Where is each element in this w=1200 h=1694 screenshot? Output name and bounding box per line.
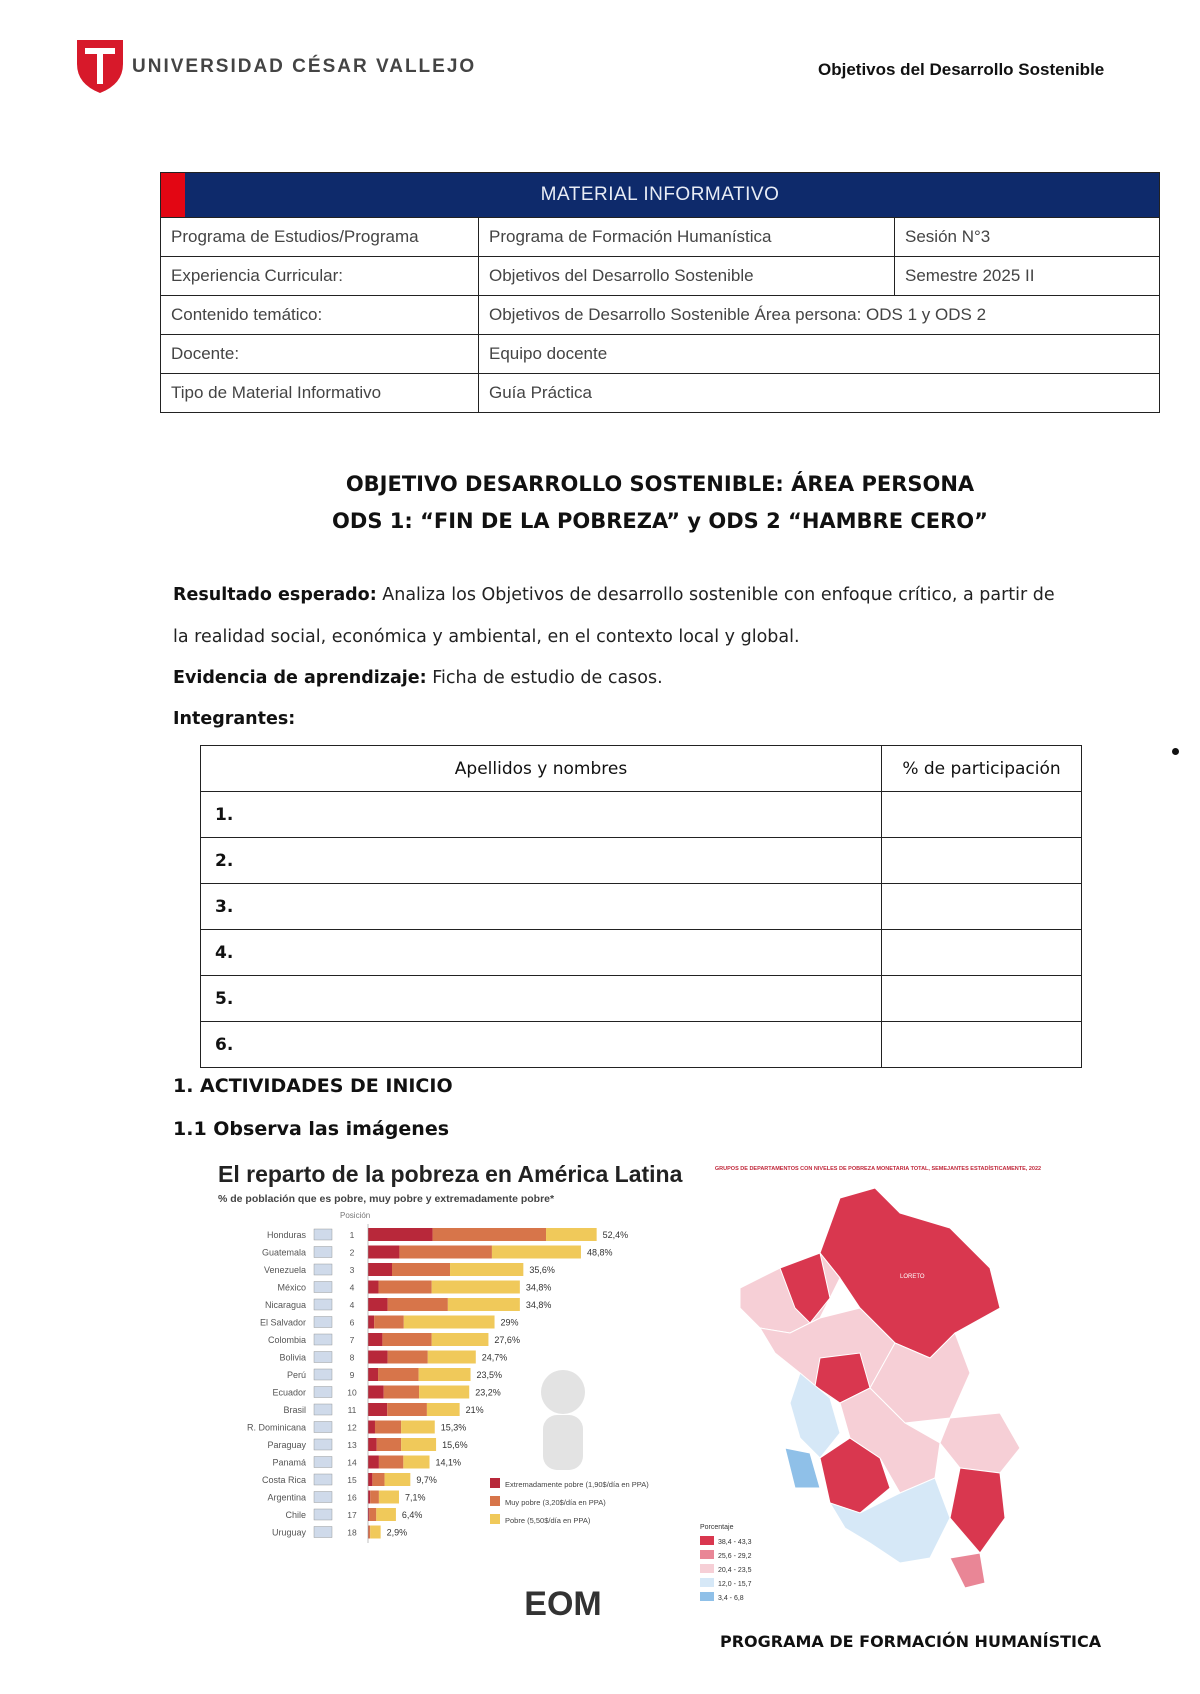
- chart-subtitle: % de población que es pobre, muy pobre y extremadamente pobre*: [218, 1193, 555, 1205]
- bar-segment: [419, 1386, 469, 1399]
- position-number: 10: [347, 1387, 357, 1398]
- map-region-madre-de-dios: [940, 1413, 1020, 1473]
- map-legend-label: 38,4 - 43,3: [718, 1539, 752, 1546]
- bar-segment: [368, 1351, 388, 1364]
- legend-label: Extremadamente pobre (1,90$/día en PPA): [505, 1480, 649, 1489]
- info-label: Programa de Estudios/Programa: [161, 218, 479, 257]
- map-legend-label: 20,4 - 23,5: [718, 1567, 752, 1574]
- info-value: Objetivos de Desarrollo Sostenible Área persona: ODS 1 y ODS 2: [479, 296, 1160, 335]
- position-number: 3: [349, 1265, 355, 1275]
- flag-icon: [314, 1422, 332, 1433]
- integrantes-label: Integrantes:: [173, 709, 296, 729]
- resultado-label: Resultado esperado:: [173, 585, 377, 605]
- flag-icon: [314, 1369, 332, 1380]
- participation-cell[interactable]: [882, 930, 1082, 976]
- info-label: Tipo de Material Informativo: [161, 374, 479, 413]
- map-legend-label: 25,6 - 29,2: [718, 1553, 752, 1560]
- position-number: 15: [347, 1475, 357, 1485]
- legend-swatch: [490, 1514, 500, 1524]
- bar-segment: [492, 1246, 581, 1259]
- bar-segment: [370, 1526, 380, 1539]
- bar-segment: [368, 1298, 388, 1311]
- map-legend-label: 12,0 - 15,7: [718, 1581, 752, 1588]
- country-label: Colombia: [267, 1335, 306, 1345]
- info-row: [161, 218, 1160, 257]
- bar-segment: [372, 1473, 384, 1486]
- banner-accent: [161, 173, 185, 217]
- flag-icon: [314, 1492, 332, 1503]
- info-row: [161, 257, 1160, 296]
- bar-segment: [403, 1456, 429, 1469]
- bar-segment: [368, 1403, 387, 1416]
- data-label: 15,3%: [440, 1422, 467, 1433]
- map-legend-swatch: [700, 1578, 714, 1587]
- data-label: 21%: [465, 1405, 484, 1415]
- resultado-line-1: [173, 585, 1055, 605]
- info-label: Docente:: [161, 335, 479, 374]
- data-label: 34,8%: [525, 1282, 552, 1293]
- bar-segment: [375, 1421, 401, 1434]
- map-title: GRUPOS DE DEPARTAMENTOS CON NIVELES DE POBREZA MONETARIA TOTAL, SEMEJANTES ESTADÍSTICAMENTE, 2022: [714, 1166, 1042, 1172]
- country-label: Honduras: [266, 1230, 306, 1240]
- member-name-cell[interactable]: 6.: [201, 1022, 882, 1068]
- info-row: [161, 374, 1160, 413]
- flag-icon: [314, 1352, 332, 1363]
- bar-segment: [368, 1421, 375, 1434]
- bar-segment: [384, 1386, 419, 1399]
- flag-icon: [314, 1387, 332, 1398]
- bar-segment: [368, 1263, 392, 1276]
- data-label: 15,6%: [442, 1440, 468, 1450]
- info-value: Objetivos del Desarrollo Sostenible: [479, 257, 895, 296]
- legend-label: Pobre (5,50$/día en PPA): [505, 1516, 591, 1525]
- bar-segment: [368, 1246, 399, 1259]
- participation-cell[interactable]: [882, 838, 1082, 884]
- flag-icon: [314, 1457, 332, 1468]
- bar-segment: [450, 1263, 523, 1276]
- map-legend: [700, 1524, 752, 1602]
- bar-segment: [368, 1438, 377, 1451]
- position-number: 2: [349, 1247, 355, 1258]
- members-table: [200, 745, 1082, 1068]
- bar-segment: [368, 1526, 370, 1539]
- data-label: 48,8%: [586, 1247, 613, 1258]
- banner-title: MATERIAL INFORMATIVO: [540, 184, 780, 205]
- country-label: Brasil: [283, 1405, 306, 1415]
- evidencia: [173, 668, 663, 688]
- footer: PROGRAMA DE FORMACIÓN HUMANÍSTICA: [720, 1632, 1102, 1651]
- info-extra: Semestre 2025 II: [895, 257, 1160, 296]
- bar-segment: [378, 1368, 419, 1381]
- flag-icon: [314, 1404, 332, 1415]
- data-label: 6,4%: [401, 1510, 423, 1520]
- map-region-tacna: [950, 1553, 985, 1588]
- data-label: 9,7%: [416, 1475, 437, 1485]
- title-line-1: OBJETIVO DESARROLLO SOSTENIBLE: ÁREA PERSONA: [345, 472, 975, 496]
- flag-icon: [314, 1334, 332, 1345]
- position-number: 1: [349, 1230, 355, 1240]
- bar-segment: [379, 1491, 399, 1504]
- position-number: 6: [349, 1317, 355, 1328]
- bar-segment: [377, 1438, 401, 1451]
- resultado-line-2: la realidad social, económica y ambiental, en el contexto local y global.: [173, 627, 800, 647]
- member-name-cell[interactable]: 3.: [201, 884, 882, 930]
- map-region-label: LORETO: [900, 1274, 925, 1280]
- university-name: UNIVERSIDAD CÉSAR VALLEJO: [132, 56, 477, 77]
- position-number: 4: [349, 1300, 355, 1310]
- data-label: 24,7%: [481, 1352, 508, 1363]
- data-label: 23,5%: [476, 1370, 503, 1380]
- map-region-lima: [785, 1448, 820, 1488]
- bar-segment: [427, 1403, 460, 1416]
- resultado-text: Analiza los Objetivos de desarrollo sostenible con enfoque crítico, a partir de: [376, 585, 1055, 605]
- country-label: México: [277, 1282, 306, 1293]
- bar-segment: [370, 1491, 379, 1504]
- country-label: Panamá: [272, 1457, 306, 1468]
- bar-segment: [404, 1316, 495, 1329]
- country-label: Uruguay: [271, 1527, 306, 1538]
- person-figure-icon: [543, 1415, 583, 1470]
- map-legend-swatch: [700, 1550, 714, 1559]
- bar-segment: [433, 1228, 546, 1241]
- info-extra: Sesión N°3: [895, 218, 1160, 257]
- position-number: 9: [349, 1370, 355, 1380]
- legend-label: Muy pobre (3,20$/día en PPA): [505, 1498, 606, 1507]
- country-label: El Salvador: [259, 1317, 306, 1328]
- info-label: Experiencia Curricular:: [161, 257, 479, 296]
- bar-segment: [419, 1368, 471, 1381]
- flag-icon: [314, 1527, 332, 1538]
- position-number: 13: [347, 1440, 357, 1450]
- evidencia-label: Evidencia de aprendizaje:: [173, 668, 427, 688]
- section-heading-1-1: 1.1 Observa las imágenes: [173, 1118, 450, 1140]
- position-number: 12: [347, 1422, 357, 1433]
- bar-segment: [368, 1281, 378, 1294]
- country-label: Ecuador: [272, 1387, 306, 1398]
- flag-icon: [314, 1317, 332, 1328]
- flag-icon: [314, 1299, 332, 1310]
- bar-segment: [448, 1298, 520, 1311]
- country-label: Bolivia: [279, 1352, 306, 1363]
- country-label: Costa Rica: [261, 1475, 306, 1485]
- bar-segment: [399, 1246, 492, 1259]
- data-label: 35,6%: [529, 1265, 555, 1275]
- bullet-icon: [1172, 748, 1179, 755]
- table-row: [201, 976, 1082, 1022]
- course-header: Objetivos del Desarrollo Sostenible: [818, 60, 1105, 79]
- bar-segment: [392, 1263, 450, 1276]
- table-row: [201, 930, 1082, 976]
- bar-segment: [401, 1438, 436, 1451]
- bar-segment: [378, 1281, 431, 1294]
- bar-segment: [428, 1351, 476, 1364]
- info-value: Programa de Formación Humanística: [479, 218, 895, 257]
- country-label: Venezuela: [263, 1265, 306, 1275]
- bar-segment: [368, 1316, 374, 1329]
- country-label: Argentina: [267, 1492, 306, 1503]
- data-label: 52,4%: [602, 1230, 629, 1240]
- banner: [161, 173, 1160, 218]
- flag-icon: [314, 1247, 332, 1258]
- participation-cell[interactable]: [882, 976, 1082, 1022]
- member-name-cell[interactable]: 2.: [201, 838, 882, 884]
- bar-segment: [368, 1386, 384, 1399]
- map-legend-swatch: [700, 1536, 714, 1545]
- position-number: 4: [349, 1282, 355, 1293]
- country-label: Guatemala: [261, 1247, 306, 1258]
- bar-segment: [388, 1298, 448, 1311]
- position-number: 16: [347, 1492, 357, 1503]
- position-number: 17: [347, 1510, 357, 1520]
- col-header-names: Apellidos y nombres: [201, 746, 882, 792]
- bar-segment: [388, 1351, 428, 1364]
- country-label: Chile: [285, 1510, 306, 1520]
- data-label: 2,9%: [386, 1527, 408, 1538]
- col-header-participation: % de participación: [882, 746, 1082, 792]
- data-label: 23,2%: [475, 1387, 501, 1398]
- position-number: 18: [347, 1527, 357, 1538]
- position-number: 11: [347, 1405, 357, 1415]
- peru-poverty-map: [700, 1158, 1055, 1623]
- flag-icon: [314, 1439, 332, 1450]
- info-row: [161, 296, 1160, 335]
- info-label: Contenido temático:: [161, 296, 479, 335]
- position-number: 8: [349, 1352, 355, 1363]
- table-row: [201, 838, 1082, 884]
- bar-segment: [432, 1281, 520, 1294]
- bar-segment: [379, 1456, 403, 1469]
- info-value: Equipo docente: [479, 335, 1160, 374]
- bar-segment: [432, 1333, 489, 1346]
- data-label: 34,8%: [525, 1300, 552, 1310]
- bar-segment: [546, 1228, 597, 1241]
- bar-segment: [368, 1333, 382, 1346]
- poverty-chart: [218, 1160, 718, 1630]
- flag-icon: [314, 1474, 332, 1485]
- bar-segment: [385, 1473, 411, 1486]
- bar-segment: [368, 1491, 370, 1504]
- map-legend-title: Porcentaje: [700, 1524, 734, 1531]
- bar-segment: [368, 1228, 433, 1241]
- bar-segment: [401, 1421, 435, 1434]
- source-logo: EOM: [524, 1585, 602, 1623]
- section-heading-1: 1. ACTIVIDADES DE INICIO: [173, 1075, 453, 1097]
- info-table: [160, 172, 1160, 413]
- person-figure-icon: [541, 1370, 585, 1414]
- chart-title: El reparto de la pobreza en América Latina: [218, 1161, 683, 1187]
- document-title: [160, 466, 1160, 540]
- country-label: Paraguay: [267, 1440, 306, 1450]
- map-legend-label: 3,4 - 6,8: [718, 1595, 744, 1602]
- flag-icon: [314, 1282, 332, 1293]
- data-label: 14,1%: [435, 1457, 462, 1468]
- participation-cell[interactable]: [882, 1022, 1082, 1068]
- evidencia-text: Ficha de estudio de casos.: [426, 668, 663, 688]
- bar-segment: [369, 1508, 376, 1521]
- data-label: 7,1%: [404, 1492, 426, 1503]
- position-label: Posición: [340, 1211, 371, 1220]
- flag-icon: [314, 1229, 332, 1240]
- bar-segment: [382, 1333, 431, 1346]
- ucv-logo-icon: [75, 38, 125, 94]
- map-legend-swatch: [700, 1592, 714, 1601]
- position-number: 14: [347, 1457, 357, 1468]
- position-number: 7: [349, 1335, 355, 1345]
- member-name-cell[interactable]: 1.: [201, 792, 882, 838]
- legend-swatch: [490, 1478, 500, 1488]
- data-label: 27,6%: [494, 1335, 520, 1345]
- info-row: [161, 335, 1160, 374]
- table-row: [201, 792, 1082, 838]
- country-label: Perú: [286, 1370, 306, 1380]
- data-label: 29%: [500, 1317, 519, 1328]
- bar-segment: [376, 1508, 396, 1521]
- bar-segment: [368, 1473, 372, 1486]
- bar-segment: [374, 1316, 404, 1329]
- table-row: [201, 1022, 1082, 1068]
- legend-swatch: [490, 1496, 500, 1506]
- flag-icon: [314, 1509, 332, 1520]
- title-line-2: ODS 1: “FIN DE LA POBREZA” y ODS 2 “HAMBRE CERO”: [332, 509, 988, 533]
- member-name-cell[interactable]: 4.: [201, 930, 882, 976]
- map-legend-swatch: [700, 1564, 714, 1573]
- member-name-cell[interactable]: 5.: [201, 976, 882, 1022]
- bar-segment: [368, 1368, 378, 1381]
- info-value: Guía Práctica: [479, 374, 1160, 413]
- bar-segment: [387, 1403, 427, 1416]
- participation-cell[interactable]: [882, 884, 1082, 930]
- country-label: R. Dominicana: [246, 1422, 306, 1433]
- participation-cell[interactable]: [882, 792, 1082, 838]
- bar-segment: [368, 1456, 379, 1469]
- table-row: [201, 884, 1082, 930]
- flag-icon: [314, 1264, 332, 1275]
- country-label: Nicaragua: [264, 1300, 306, 1310]
- map-region-puno: [950, 1468, 1005, 1553]
